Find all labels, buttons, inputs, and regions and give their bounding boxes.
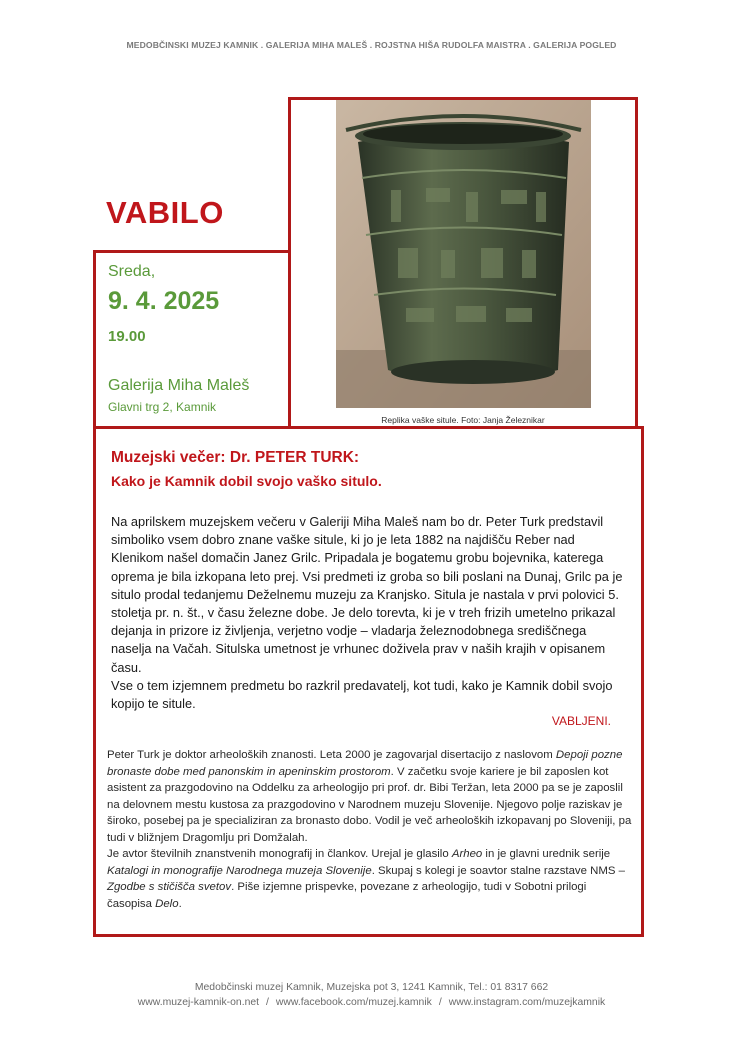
- institutions-header: MEDOBČINSKI MUZEJ KAMNIK . GALERIJA MIHA MALEŠ . ROJSTNA HIŠA RUDOLFA MAISTRA . GALERIJA POGLED: [126, 40, 617, 50]
- photo-caption: Replika vaške situle. Foto: Janja Železnikar: [381, 415, 545, 425]
- footer-links: [0, 997, 743, 1008]
- situla-image: [336, 100, 591, 408]
- photo-frame: [288, 97, 638, 429]
- lecture-subtitle: Kako je Kamnik dobil svojo vaško situlo.: [111, 473, 382, 489]
- event-address: Glavni trg 2, Kamnik: [108, 400, 217, 414]
- event-venue: Galerija Miha Maleš: [108, 377, 250, 394]
- lecture-description: [111, 513, 626, 713]
- separator: /: [438, 997, 442, 1008]
- bio-thesis: Depoji pozne bronaste dobe med panonskim in apeninskim prostorom: [107, 749, 623, 778]
- lecture-paragraph-2: Vse o tem izjemnem predmetu bo razkril predavatelj, kot tudi, kako je Kamnik dobil svojo kopijo te situle.: [111, 677, 613, 712]
- event-details: [93, 250, 291, 429]
- bio-series: Katalogi in monografije Narodnega muzeja Slovenije: [107, 864, 372, 877]
- event-time: 19.00: [108, 328, 146, 345]
- website-link[interactable]: www.muzej-kamnik-on.net: [137, 997, 260, 1008]
- instagram-link[interactable]: www.instagram.com/muzejkamnik: [448, 997, 606, 1008]
- separator: /: [266, 997, 269, 1008]
- bio-text: Je avtor številnih znanstvenih monografij in člankov. Urejal je glasilo: [107, 848, 452, 860]
- lecture-paragraph-1: Na aprilskem muzejskem večeru v Galeriji Miha Maleš nam bo dr. Peter Turk predstavil simboliko vsem dobro znane vaške situle, ki jo je leta 1882 na najdišču Reber nad Klenikom našel domačin Janez Grilc. Pripadala je bogatemu grobu bojevnika, katerega oprema je bila izkopana leto prej. Vsi predmeti iz groba so bili poslani na Dunaj, Grilc pa je situlo prodal tedanjemu Deželnemu muzeju za Kranjsko. Situla je nastala v prvi polovici 5. stoletja pr. n. št., v času železne dobe. Je delo torevta, ki je v treh frizih umetelno prikazal dejanja in prizore iz življenja, verjetno vodje – vladarja železnodobnega središčnega naselja na Vačah. Situlska umetnost je vrhunec doživela prav v naših krajih v opisanem času.: [111, 514, 623, 675]
- bio-newspaper: Delo: [155, 897, 179, 910]
- bio-text: .: [178, 897, 182, 910]
- bio-paragraph-1: [107, 747, 632, 846]
- closing-invitation: VABLJENI.: [551, 714, 611, 728]
- bio-text: . V začetku svoje kariere je bil zaposlen kot asistent za prazgodovino na Oddelku za arheologijo pri prof. dr. Bibi Teržan, leta 2000 pa se je zaposlil na delovnem mestu kustosa za prazgodovino v Narodnem muzeju Slovenije. Njegovo polje raziskav je široko, posebej pa je specializiran za bronasto dobo. Vodil je več arheoloških izkopavanj po Sloveniji, pa tudi v bližnjem Dragomlju pri Domžalah.: [107, 765, 632, 844]
- bio-text: . Piše izjemne prispevke, povezane z arheologijo, tudi v Sobotni prilogi časopisa: [107, 881, 587, 910]
- invitation-title: VABILO: [106, 195, 224, 230]
- bio-text: . Skupaj s kolegi je soavtor stalne razstave NMS –: [371, 864, 625, 877]
- lecture-box: [93, 426, 644, 937]
- bio-exhibition: Zgodbe s stičišča svetov: [107, 881, 232, 893]
- bio-text: Peter Turk je doktor arheoloških znanosti. Leta 2000 je zagovarjal disertacijo z naslovom: [107, 749, 556, 761]
- bio-text: in je glavni urednik serije: [482, 848, 611, 860]
- situla-photo: [336, 100, 591, 408]
- event-day: Sreda,: [108, 263, 156, 280]
- bio-journal: Arheo: [451, 848, 483, 860]
- event-date: 9. 4. 2025: [108, 287, 220, 315]
- speaker-bio: [107, 747, 632, 912]
- lecture-title: Muzejski večer: Dr. PETER TURK:: [111, 449, 360, 466]
- footer-address: Medobčinski muzej Kamnik, Muzejska pot 3, 1241 Kamnik, Tel.: 01 8317 662: [194, 982, 549, 993]
- bio-paragraph-2: [107, 846, 632, 912]
- facebook-link[interactable]: www.facebook.com/muzej.kamnik: [275, 997, 432, 1008]
